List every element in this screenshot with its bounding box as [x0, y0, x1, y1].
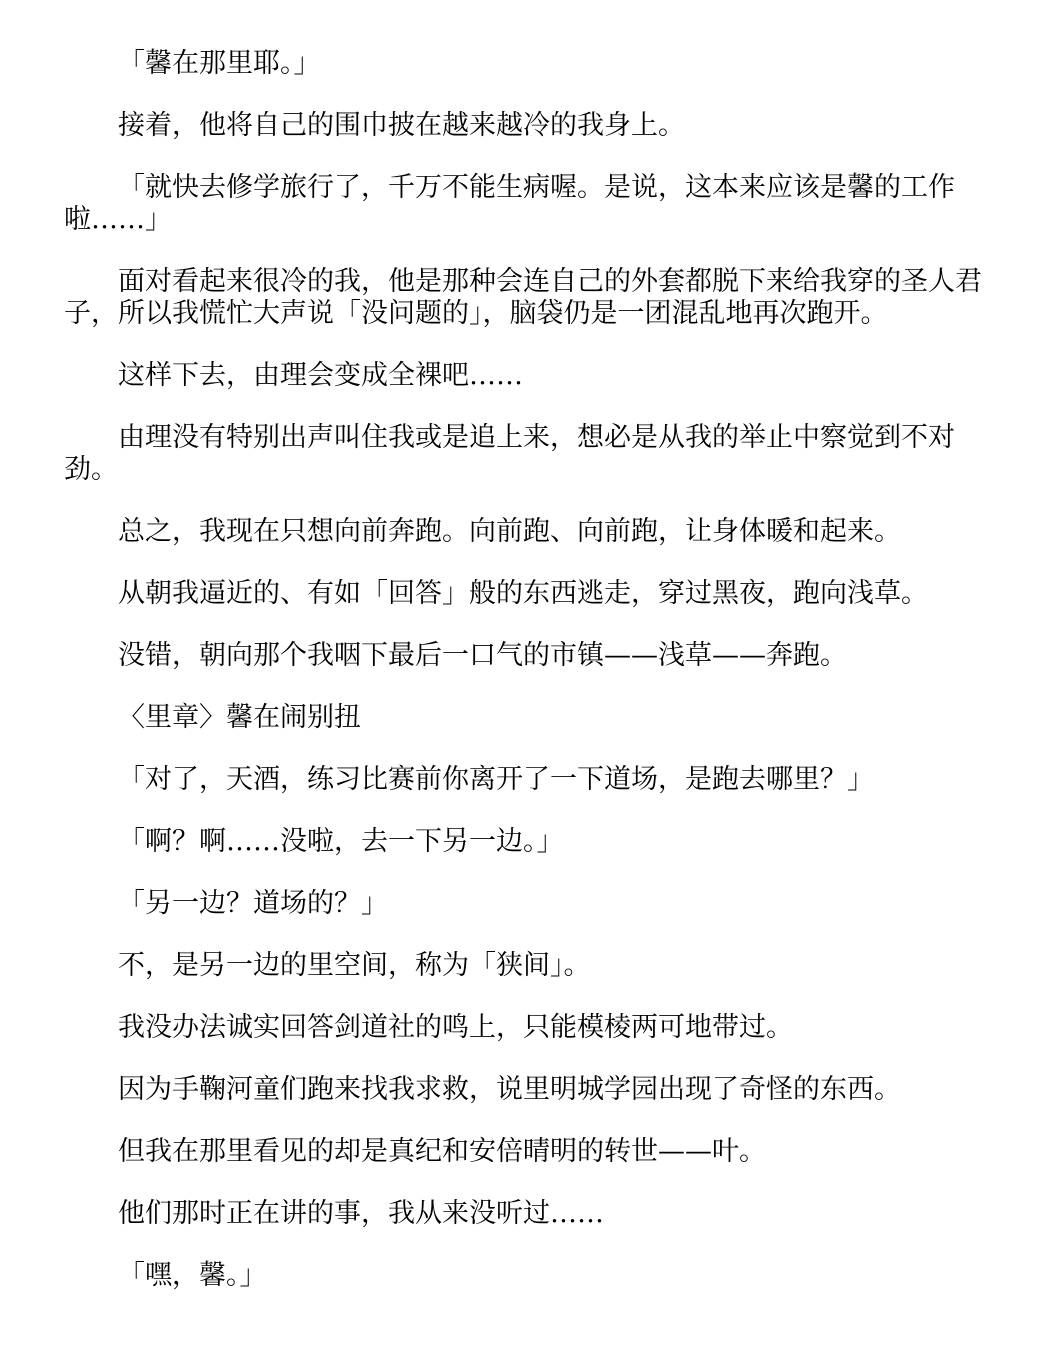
paragraph: 我没办法诚实回答剑道社的鸣上，只能模棱两可地带过。 — [118, 1012, 793, 1043]
paragraph: 不，是另一边的里空间，称为「狭间」。 — [118, 950, 591, 981]
paragraph: 由理没有特别出声叫住我或是追上来，想必是从我的举止中察觉到不对劲。 — [64, 422, 955, 485]
paragraph: 没错，朝向那个我咽下最后一口气的市镇——浅草——奔跑。 — [118, 640, 847, 671]
paragraph: 但我在那里看见的却是真纪和安倍晴明的转世——叶。 — [118, 1136, 766, 1167]
paragraph: 「馨在那里耶。」 — [118, 48, 321, 79]
paragraph: 这样下去，由理会变成全裸吧…… — [118, 360, 523, 391]
chapter-heading: 〈里章〉馨在闹别扭 — [118, 702, 361, 733]
paragraph: 「啊？啊……没啦，去一下另一边。」 — [118, 826, 564, 857]
paragraph: 「另一边？道场的？」 — [118, 888, 388, 919]
paragraph: 他们那时正在讲的事，我从来没听过…… — [118, 1198, 604, 1229]
paragraph: 「对了，天酒，练习比赛前你离开了一下道场，是跑去哪里？」 — [118, 764, 874, 795]
paragraph: 「嘿，馨。」 — [118, 1260, 267, 1291]
paragraph: 面对看起来很冷的我，他是那种会连自己的外套都脱下来给我穿的圣人君子，所以我慌忙大声说「没问题的」，脑袋仍是一团混乱地再次跑开。 — [64, 266, 982, 329]
paragraph: 总之，我现在只想向前奔跑。向前跑、向前跑，让身体暖和起来。 — [118, 516, 901, 547]
paragraph: 「就快去修学旅行了，千万不能生病喔。是说，这本来应该是馨的工作啦……」 — [64, 172, 955, 235]
paragraph: 接着，他将自己的围巾披在越来越冷的我身上。 — [118, 110, 685, 141]
paragraph: 从朝我逼近的、有如「回答」般的东西逃走，穿过黑夜，跑向浅草。 — [118, 578, 928, 609]
paragraph: 因为手鞠河童们跑来找我求救，说里明城学园出现了奇怪的东西。 — [118, 1074, 901, 1105]
